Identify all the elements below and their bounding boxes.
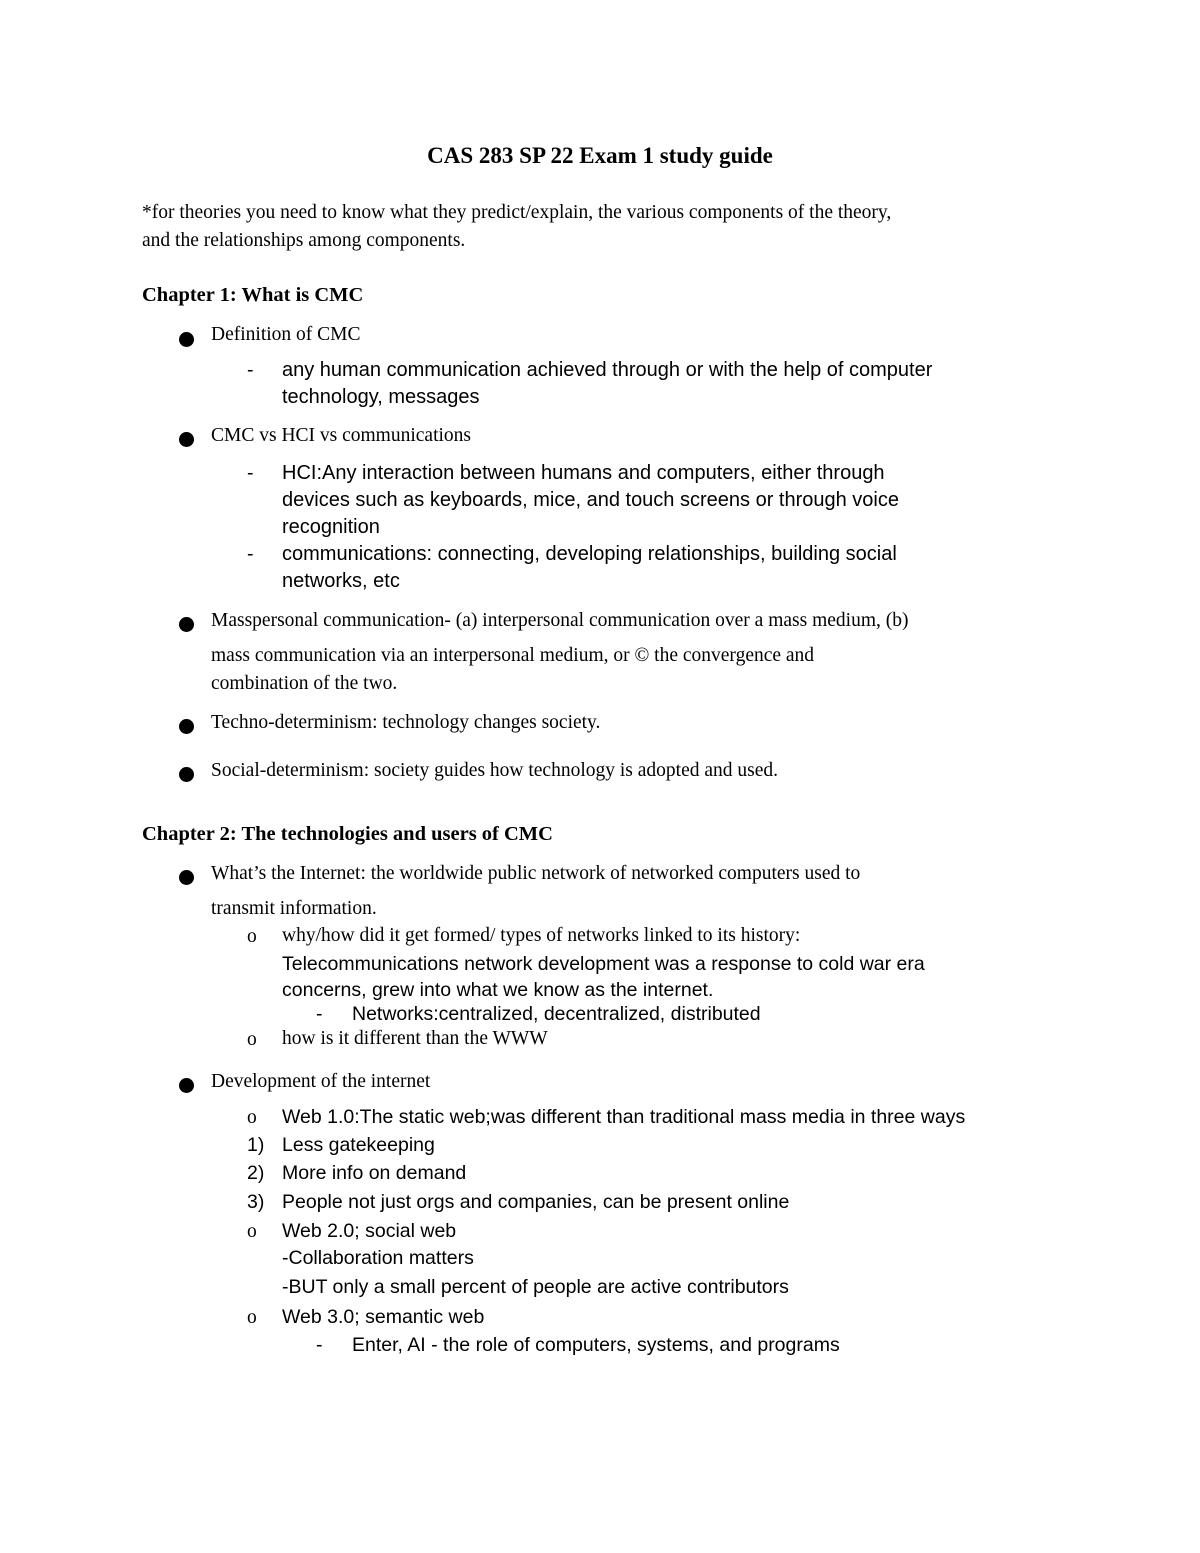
circle-marker: o — [247, 1307, 257, 1328]
bullet-icon — [179, 719, 194, 734]
intro-line-1: *for theories you need to know what they predict/explain, the various components of the theory, — [142, 202, 892, 223]
ch2-web1-point-1: Less gatekeeping — [282, 1134, 435, 1156]
bullet-icon — [179, 617, 194, 632]
number-marker: 2) — [247, 1162, 265, 1184]
ch1-definition-text-2: technology, messages — [282, 386, 480, 408]
ch1-bullet-cmc-vs-hci: CMC vs HCI vs communications — [211, 425, 472, 446]
ch2-web2-collaboration: -Collaboration matters — [282, 1247, 474, 1269]
ch2-web1: Web 1.0:The static web;was different than traditional mass media in three ways — [282, 1106, 966, 1128]
ch1-masspersonal-line-2: mass communication via an interpersonal medium, or © the convergence and — [211, 645, 815, 666]
bullet-icon — [179, 870, 194, 885]
dash-marker: - — [247, 543, 254, 565]
chapter-2-heading: Chapter 2: The technologies and users of CMC — [142, 823, 553, 845]
bullet-icon — [179, 767, 194, 782]
ch2-web2-contributors: -BUT only a small percent of people are active contributors — [282, 1276, 789, 1298]
number-marker: 1) — [247, 1134, 265, 1156]
ch2-web3: Web 3.0; semantic web — [282, 1306, 485, 1328]
ch1-hci-text-1: HCI:Any interaction between humans and computers, either through — [282, 462, 885, 484]
bullet-icon — [179, 332, 194, 347]
ch1-definition-text-1: any human communication achieved through or with the help of computer — [282, 359, 933, 381]
intro-line-2: and the relationships among components. — [142, 230, 466, 251]
circle-marker: o — [247, 926, 257, 947]
ch1-hci-text-2: devices such as keyboards, mice, and touch screens or through voice — [282, 489, 899, 511]
bullet-icon — [179, 432, 194, 447]
ch2-history-line-2: Telecommunications network development was a response to cold war era — [282, 953, 925, 975]
dash-marker: - — [247, 359, 254, 381]
ch2-web1-point-2: More info on demand — [282, 1162, 467, 1184]
circle-marker: o — [247, 1107, 257, 1128]
chapter-1-heading: Chapter 1: What is CMC — [142, 284, 364, 306]
ch2-development-heading: Development of the internet — [211, 1071, 431, 1092]
ch1-bullet-definition: Definition of CMC — [211, 324, 361, 345]
circle-marker: o — [247, 1221, 257, 1242]
ch2-web1-point-3: People not just orgs and companies, can be present online — [282, 1191, 790, 1213]
ch1-communications-text-2: networks, etc — [282, 570, 400, 592]
ch2-history-line-3: concerns, grew into what we know as the internet. — [282, 979, 714, 1001]
ch2-history-line-1: why/how did it get formed/ types of networks linked to its history: — [282, 925, 801, 946]
ch1-masspersonal-line-3: combination of the two. — [211, 673, 398, 694]
ch1-communications-text-1: communications: connecting, developing relationships, building social — [282, 543, 897, 565]
ch2-www-difference: how is it different than the WWW — [282, 1028, 548, 1049]
ch2-internet-line-1: What’s the Internet: the worldwide public network of networked computers used to — [211, 863, 861, 884]
bullet-icon — [179, 1078, 194, 1093]
ch2-web2: Web 2.0; social web — [282, 1220, 457, 1242]
ch1-hci-text-3: recognition — [282, 516, 380, 538]
circle-marker: o — [247, 1029, 257, 1050]
ch2-networks-types: Networks:centralized, decentralized, distributed — [352, 1003, 761, 1025]
number-marker: 3) — [247, 1191, 265, 1213]
ch1-masspersonal-line-1: Masspersonal communication- (a) interpersonal communication over a mass medium, (b) — [211, 610, 909, 631]
ch2-internet-line-2: transmit information. — [211, 898, 377, 919]
ch1-techno-determinism: Techno-determinism: technology changes society. — [211, 712, 601, 733]
dash-marker: - — [316, 1003, 323, 1025]
dash-marker: - — [247, 462, 254, 484]
dash-marker: - — [316, 1334, 323, 1356]
document-title: CAS 283 SP 22 Exam 1 study guide — [427, 143, 773, 168]
ch2-web3-ai: Enter, AI - the role of computers, systems, and programs — [352, 1334, 840, 1356]
ch1-social-determinism: Social-determinism: society guides how technology is adopted and used. — [211, 760, 779, 781]
